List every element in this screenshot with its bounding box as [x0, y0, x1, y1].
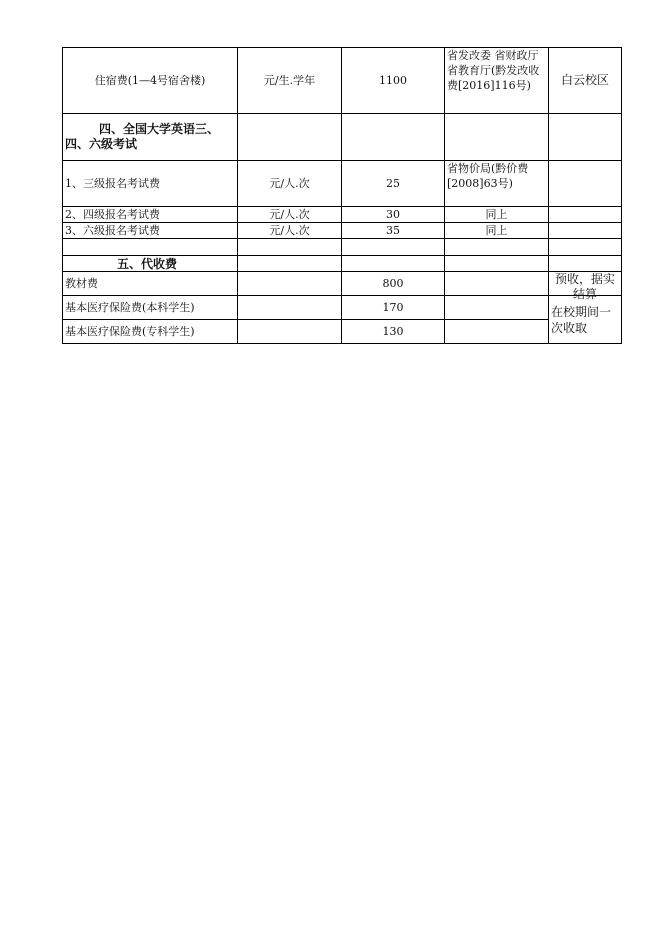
empty-cell — [445, 320, 549, 344]
item-cell: 3、六级报名考试费 — [63, 223, 238, 239]
table-row-section-4 — [63, 114, 622, 161]
basis-cell: 同上 — [445, 223, 549, 239]
empty-cell — [445, 256, 549, 272]
fee-table — [62, 47, 622, 344]
basis-cell: 同上 — [445, 207, 549, 223]
section-title-4: 四、全国大学英语三、四、六级考试 — [65, 122, 220, 151]
empty-cell — [445, 296, 549, 320]
section-heading — [63, 114, 238, 161]
empty-cell — [445, 239, 549, 256]
empty-cell — [549, 256, 622, 272]
empty-cell — [238, 239, 342, 256]
amount-cell: 25 — [342, 161, 445, 207]
table-row-cet3 — [63, 161, 622, 207]
empty-cell — [549, 161, 622, 207]
unit-cell: 元/人.次 — [238, 207, 342, 223]
amount-cell: 1100 — [342, 48, 445, 114]
empty-cell — [238, 272, 342, 296]
empty-cell — [445, 272, 549, 296]
empty-cell — [342, 114, 445, 161]
empty-cell — [549, 114, 622, 161]
table-row-lodging — [63, 48, 622, 114]
table-row-insurance-ug — [63, 296, 622, 320]
table-row-cet4 — [63, 207, 622, 223]
amount-cell: 130 — [342, 320, 445, 344]
empty-cell — [238, 320, 342, 344]
item-cell: 1、三级报名考试费 — [63, 161, 238, 207]
empty-cell — [238, 296, 342, 320]
item-cell: 住宿费(1—4号宿舍楼) — [63, 48, 238, 114]
unit-cell: 元/人.次 — [238, 223, 342, 239]
table-row-textbook — [63, 272, 622, 296]
empty-cell — [342, 256, 445, 272]
amount-cell: 170 — [342, 296, 445, 320]
empty-cell — [549, 207, 622, 223]
item-cell: 基本医疗保险费(本科学生) — [63, 296, 238, 320]
table-row-cet6 — [63, 223, 622, 239]
note-text: 预收，据实结算 — [554, 272, 615, 301]
amount-cell: 35 — [342, 223, 445, 239]
note-cell: 在校期间一次收取 — [549, 296, 622, 344]
basis-cell: 省发改委 省财政厅 省教育厅(黔发改收费[2016]116号) — [445, 48, 549, 114]
table-row-blank — [63, 239, 622, 256]
item-cell: 教材费 — [63, 272, 238, 296]
note-cell: 白云校区 — [549, 48, 622, 114]
table-row-insurance-jc — [63, 320, 622, 344]
table-row-section-5 — [63, 256, 622, 272]
empty-cell — [238, 114, 342, 161]
note-cell — [549, 272, 622, 301]
item-cell: 2、四级报名考试费 — [63, 207, 238, 223]
item-cell: 基本医疗保险费(专科学生) — [63, 320, 238, 344]
basis-cell: 省物价局(黔价费[2008]63号) — [445, 161, 549, 207]
empty-cell — [549, 239, 622, 256]
empty-cell — [63, 239, 238, 256]
unit-cell: 元/人.次 — [238, 161, 342, 207]
unit-cell: 元/生.学年 — [238, 48, 342, 114]
empty-cell — [238, 256, 342, 272]
empty-cell — [549, 223, 622, 239]
section-title-5: 五、代收费 — [63, 256, 238, 272]
empty-cell — [445, 114, 549, 161]
amount-cell: 800 — [342, 272, 445, 296]
empty-cell — [342, 239, 445, 256]
amount-cell: 30 — [342, 207, 445, 223]
